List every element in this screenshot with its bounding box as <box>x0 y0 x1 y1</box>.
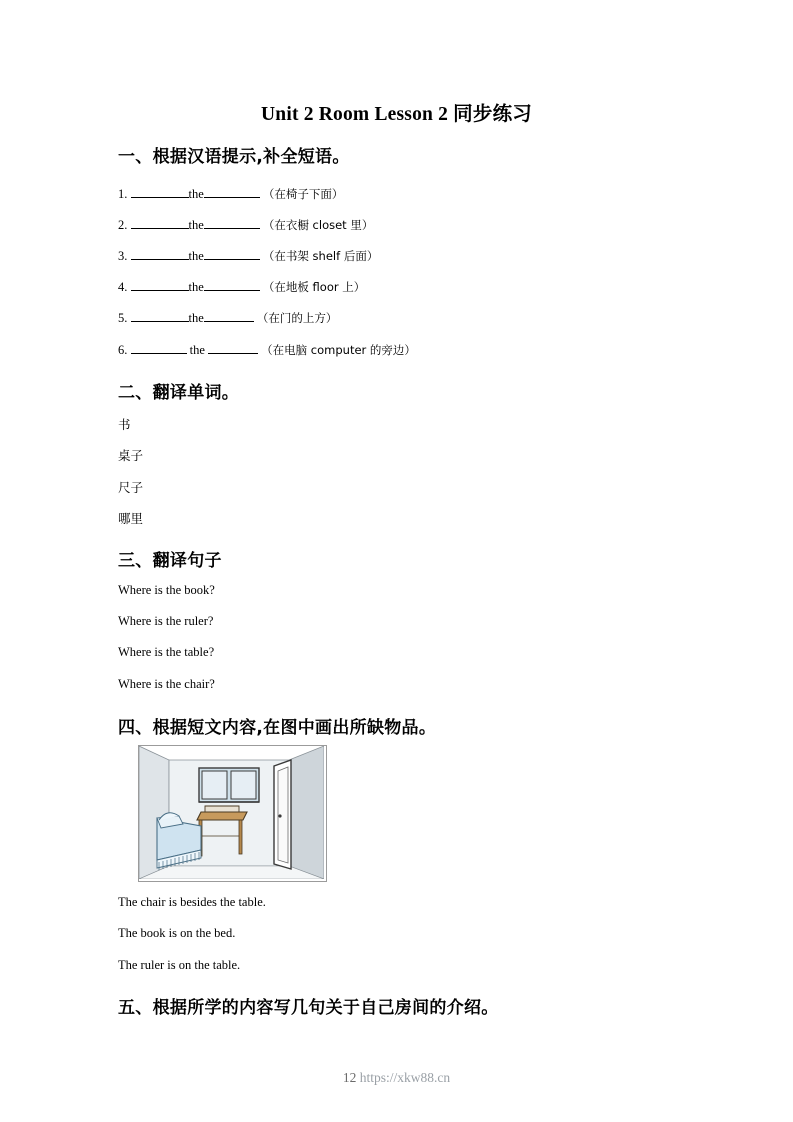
fill-blank[interactable] <box>131 186 189 198</box>
translate-sentence-2: Where is the ruler? <box>118 614 214 628</box>
fill-item-3-mid: the <box>188 249 204 263</box>
fill-item-2-number: 2. <box>118 218 128 232</box>
fill-blank[interactable] <box>131 342 187 354</box>
watermark-url: https://xkw88.cn <box>359 1070 451 1085</box>
fill-item-1-number: 1. <box>118 187 128 201</box>
room-drawing-image <box>138 745 327 882</box>
fill-item-5-number: 5. <box>118 311 128 325</box>
page-footer <box>0 1070 793 1086</box>
fill-blank[interactable] <box>204 310 254 322</box>
fill-item-5-mid: the <box>188 311 204 325</box>
fill-blank[interactable] <box>204 186 260 198</box>
section-heading-five: 五、根据所学的内容写几句关于自己房间的介绍。 <box>118 998 499 1018</box>
section-heading-three: 三、翻译句子 <box>118 551 222 571</box>
fill-item-6-mid: the <box>189 343 205 357</box>
fill-blank[interactable] <box>131 217 189 229</box>
translate-sentence-1: Where is the book? <box>118 583 215 597</box>
section-heading-one: 一、根据汉语提示,补全短语。 <box>118 147 350 167</box>
picture-sentence-3: The ruler is on the table. <box>118 958 241 972</box>
page-title: Unit 2 Room Lesson 2 同步练习 <box>261 104 532 125</box>
section-heading-four: 四、根据短文内容,在图中画出所缺物品。 <box>118 718 437 738</box>
word-item-4: 哪里 <box>118 511 144 526</box>
fill-blank[interactable] <box>208 342 258 354</box>
fill-item-1-hint: （在椅子下面） <box>262 187 344 201</box>
word-item-1: 书 <box>118 417 131 432</box>
fill-blank[interactable] <box>204 279 260 291</box>
picture-sentence-2: The book is on the bed. <box>118 926 236 940</box>
fill-item-4 <box>118 279 365 295</box>
translate-sentence-4: Where is the chair? <box>118 677 215 691</box>
fill-item-3-hint: （在书架 shelf 后面） <box>262 249 379 263</box>
fill-item-6-number: 6. <box>118 343 128 357</box>
word-item-3: 尺子 <box>118 480 144 495</box>
fill-item-2-mid: the <box>188 218 204 232</box>
word-item-2: 桌子 <box>118 448 144 463</box>
page-number: 12 <box>342 1070 357 1085</box>
section-heading-two: 二、翻译单词。 <box>118 383 240 403</box>
fill-blank[interactable] <box>204 217 260 229</box>
fill-blank[interactable] <box>204 248 260 260</box>
fill-blank[interactable] <box>131 279 189 291</box>
fill-blank[interactable] <box>131 248 189 260</box>
fill-item-1-mid: the <box>188 187 204 201</box>
fill-item-3 <box>118 248 378 264</box>
fill-item-5 <box>118 310 337 326</box>
fill-item-2-hint: （在衣橱 closet 里） <box>262 218 374 232</box>
fill-item-2 <box>118 217 373 233</box>
fill-item-4-hint: （在地板 floor 上） <box>262 280 366 294</box>
fill-item-6-hint: （在电脑 computer 的旁边） <box>261 343 416 357</box>
fill-blank[interactable] <box>131 310 189 322</box>
picture-sentence-1: The chair is besides the table. <box>118 895 266 909</box>
fill-item-3-number: 3. <box>118 249 128 263</box>
fill-item-4-mid: the <box>188 280 204 294</box>
fill-item-6 <box>118 342 416 358</box>
translate-sentence-3: Where is the table? <box>118 645 215 659</box>
fill-item-5-hint: （在门的上方） <box>256 311 338 325</box>
fill-item-4-number: 4. <box>118 280 128 294</box>
fill-item-1 <box>118 186 343 202</box>
